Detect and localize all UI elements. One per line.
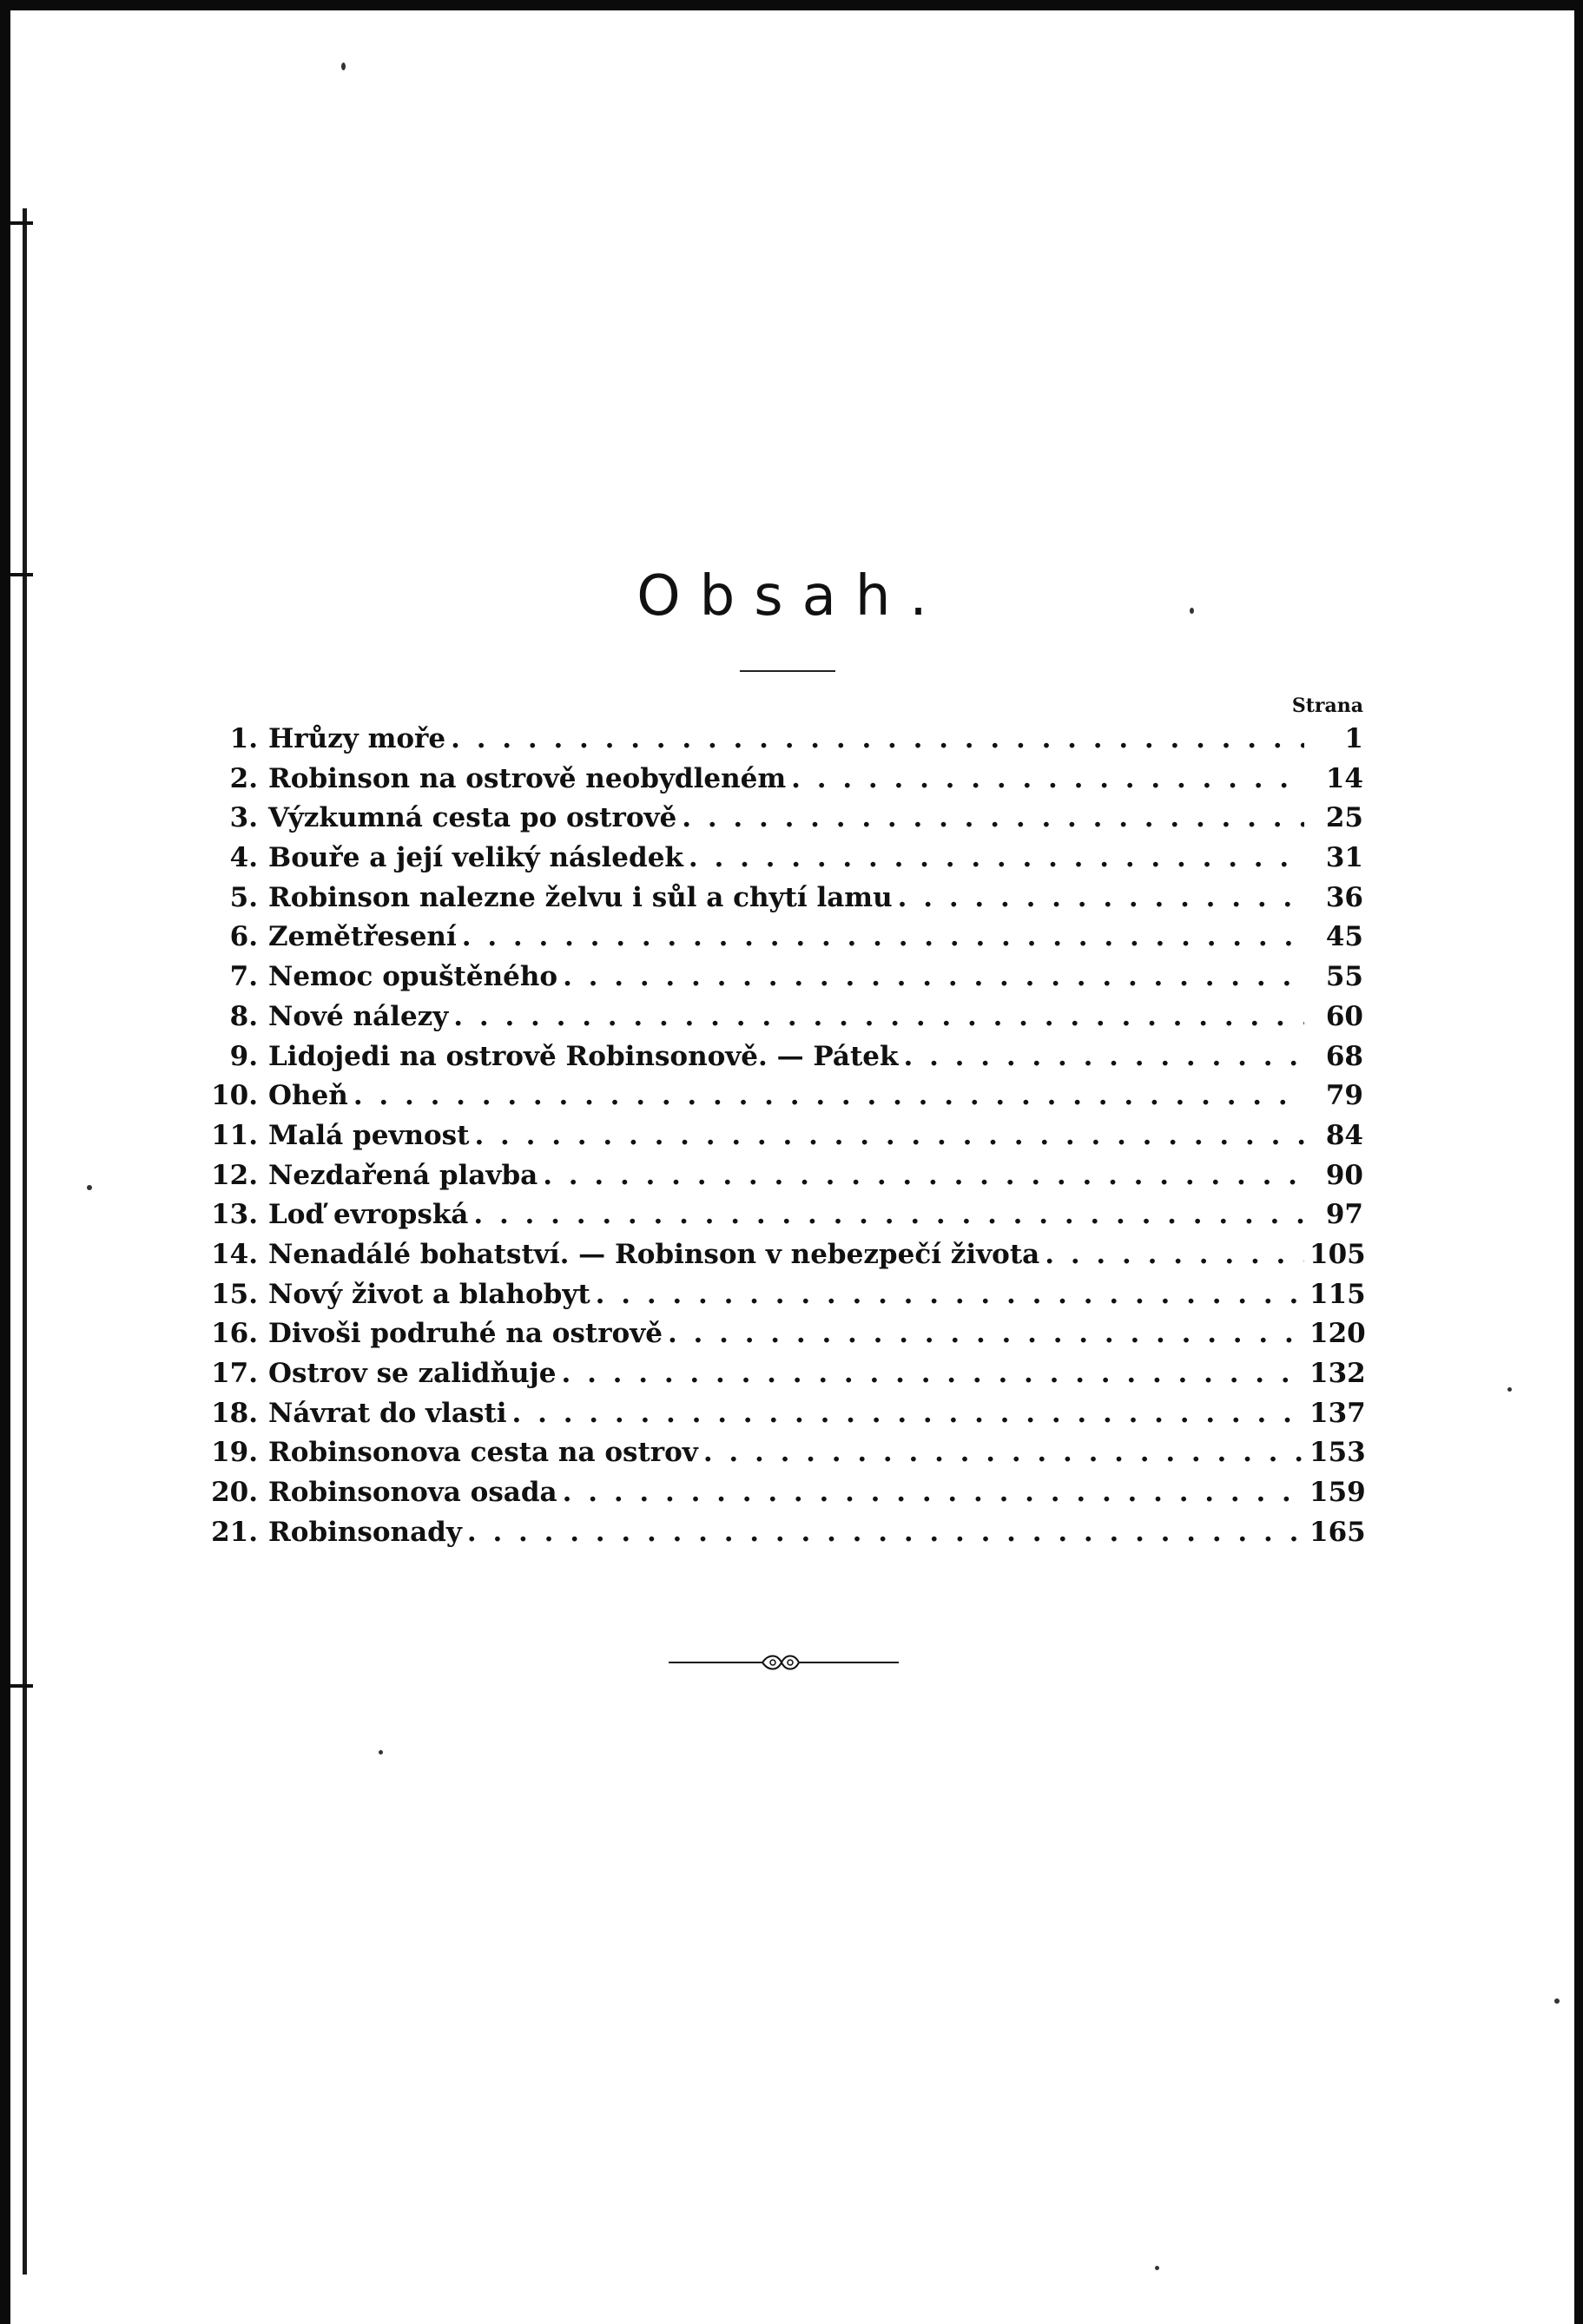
toc-entry-title: Robinsonady — [268, 1516, 462, 1548]
toc-entry-page: 159 — [1309, 1477, 1366, 1509]
toc-entry — [195, 1238, 1366, 1279]
dot-leader — [467, 1517, 1304, 1548]
dot-leader — [596, 1279, 1304, 1310]
scan-speck — [341, 63, 346, 70]
scan-speck — [87, 1185, 92, 1190]
toc-entry — [195, 802, 1363, 842]
dot-leader — [668, 1318, 1304, 1349]
toc-entry-title: Bouře a její veliký následek — [268, 842, 683, 874]
toc-entry-title: Hrůzy moře — [268, 723, 446, 754]
toc-entry-page: 115 — [1309, 1278, 1366, 1310]
toc-entry-page: 105 — [1309, 1238, 1366, 1270]
dot-leader — [543, 1160, 1304, 1191]
dot-leader — [563, 961, 1304, 992]
toc-entry — [195, 1358, 1366, 1398]
page-title: Obsah. — [636, 564, 947, 629]
toc-entry-title: Nový život a blahobyt — [268, 1278, 590, 1310]
toc-entry — [195, 1199, 1363, 1239]
dot-leader — [563, 1477, 1304, 1508]
toc-entry-title: Oheň — [268, 1080, 348, 1112]
toc-entry — [195, 1120, 1363, 1160]
toc-entry-page: 84 — [1325, 1119, 1363, 1151]
toc-entry-title: Nemoc opuštěného — [268, 961, 558, 993]
dot-leader — [512, 1398, 1304, 1429]
toc-entry-page: 68 — [1325, 1040, 1363, 1072]
toc-entry-page: 55 — [1325, 961, 1363, 993]
dot-leader — [791, 763, 1304, 794]
toc-entry-page: 137 — [1309, 1397, 1366, 1429]
dot-leader — [1045, 1239, 1304, 1270]
scan-speck — [1155, 2266, 1159, 2270]
toc-entry — [195, 763, 1363, 803]
toc-entry-title: Lidojedi na ostrově Robinsonově. — Pátek — [268, 1040, 899, 1072]
toc-entry-number: 11. — [211, 1119, 258, 1151]
toc-entry-title: Malá pevnost — [268, 1119, 470, 1151]
toc-entry-number: 1. — [229, 723, 258, 754]
toc-entry-title: Nenadálé bohatství. — Robinson v nebezpečí života — [268, 1238, 1040, 1270]
title-underline — [740, 670, 835, 672]
scan-border-left — [0, 0, 10, 2324]
toc-entry-number: 9. — [229, 1040, 258, 1072]
toc-entry-number: 20. — [211, 1477, 258, 1509]
toc-entry-title: Loď evropská — [268, 1199, 469, 1231]
toc-entry — [195, 921, 1363, 961]
binding-mark — [10, 221, 33, 225]
toc-entry-number: 8. — [229, 1000, 258, 1032]
toc-entry-title: Robinsonova cesta na ostrov — [268, 1437, 698, 1469]
ornament-divider — [669, 1649, 899, 1676]
dot-leader — [453, 1001, 1304, 1032]
toc-entry-number: 21. — [211, 1516, 258, 1548]
toc-entry-page: 79 — [1325, 1080, 1363, 1112]
toc-entry-number: 15. — [211, 1278, 258, 1310]
toc-entry — [195, 1080, 1363, 1120]
binding-edge — [23, 208, 27, 2275]
scan-border-right — [1574, 0, 1583, 2324]
toc-entry-page: 120 — [1309, 1318, 1366, 1350]
toc-entry-page: 25 — [1325, 802, 1363, 834]
toc-entry-page: 14 — [1325, 762, 1363, 794]
toc-entry — [195, 1516, 1366, 1557]
dot-leader — [682, 802, 1304, 833]
toc-entry-title: Návrat do vlasti — [268, 1397, 507, 1429]
toc-entry-page: 165 — [1309, 1516, 1366, 1548]
page-column-label: Strana — [1291, 695, 1363, 717]
toc-entry-number: 6. — [229, 921, 258, 953]
toc-entry-page: 1 — [1344, 723, 1363, 754]
dot-leader — [562, 1358, 1305, 1389]
dot-leader — [473, 1199, 1304, 1230]
toc-entry-title: Robinsonova osada — [268, 1477, 557, 1509]
toc-entry-page: 132 — [1309, 1358, 1366, 1389]
toc-entry — [195, 1437, 1366, 1477]
toc-entry-number: 19. — [211, 1437, 258, 1469]
toc-entry — [195, 1041, 1363, 1081]
dot-leader — [462, 921, 1304, 952]
toc-entry — [195, 1278, 1366, 1319]
dot-leader — [703, 1437, 1304, 1468]
scan-speck — [1507, 1387, 1512, 1392]
toc-entry-number: 7. — [229, 961, 258, 993]
toc-entry — [195, 1477, 1366, 1517]
toc-entry-number: 16. — [211, 1318, 258, 1350]
scan-speck — [1190, 608, 1194, 614]
dot-leader — [451, 723, 1304, 754]
dot-leader — [904, 1041, 1305, 1072]
toc-entry-number: 2. — [229, 762, 258, 794]
toc-entry — [195, 1160, 1363, 1200]
table-of-contents — [195, 723, 1366, 1556]
toc-entry — [195, 882, 1363, 922]
toc-entry-page: 31 — [1325, 842, 1363, 874]
toc-entry-title: Nezdařená plavba — [268, 1159, 538, 1191]
toc-entry-title: Divoši podruhé na ostrově — [268, 1318, 663, 1350]
toc-entry — [195, 1397, 1366, 1438]
toc-entry-page: 97 — [1325, 1199, 1363, 1231]
toc-entry — [195, 723, 1363, 763]
toc-entry-number: 13. — [211, 1199, 258, 1231]
toc-entry-title: Výzkumná cesta po ostrově — [268, 802, 677, 834]
toc-entry-page: 45 — [1325, 921, 1363, 953]
dot-leader — [898, 882, 1304, 913]
toc-entry-page: 36 — [1325, 881, 1363, 913]
toc-entry-number: 3. — [229, 802, 258, 834]
toc-entry-title: Nové nálezy — [268, 1000, 449, 1032]
toc-entry — [195, 961, 1363, 1001]
toc-entry-number: 18. — [211, 1397, 258, 1429]
toc-entry-number: 12. — [211, 1159, 258, 1191]
dot-leader — [474, 1120, 1304, 1151]
toc-entry-page: 153 — [1309, 1437, 1366, 1469]
toc-entry-title: Ostrov se zalidňuje — [268, 1358, 557, 1389]
toc-entry — [195, 842, 1363, 882]
toc-entry-title: Robinson na ostrově neobydleném — [268, 762, 787, 794]
dot-leader — [689, 842, 1304, 873]
scan-speck — [379, 1750, 383, 1755]
toc-entry-number: 10. — [211, 1080, 258, 1112]
dot-leader — [353, 1080, 1304, 1111]
toc-entry-number: 17. — [211, 1358, 258, 1389]
toc-entry-title: Zemětřesení — [268, 921, 457, 953]
toc-entry-page: 90 — [1325, 1159, 1363, 1191]
scan-border-top — [0, 0, 1583, 10]
toc-entry-number: 5. — [229, 881, 258, 913]
toc-entry-page: 60 — [1325, 1000, 1363, 1032]
toc-entry-title: Robinson nalezne želvu i sůl a chytí lamu — [268, 881, 893, 913]
toc-entry-number: 4. — [229, 842, 258, 874]
toc-entry — [195, 1001, 1363, 1041]
toc-entry-number: 14. — [211, 1238, 258, 1270]
scan-speck — [1554, 1998, 1560, 2004]
toc-entry — [195, 1318, 1366, 1358]
binding-mark — [10, 1684, 33, 1688]
